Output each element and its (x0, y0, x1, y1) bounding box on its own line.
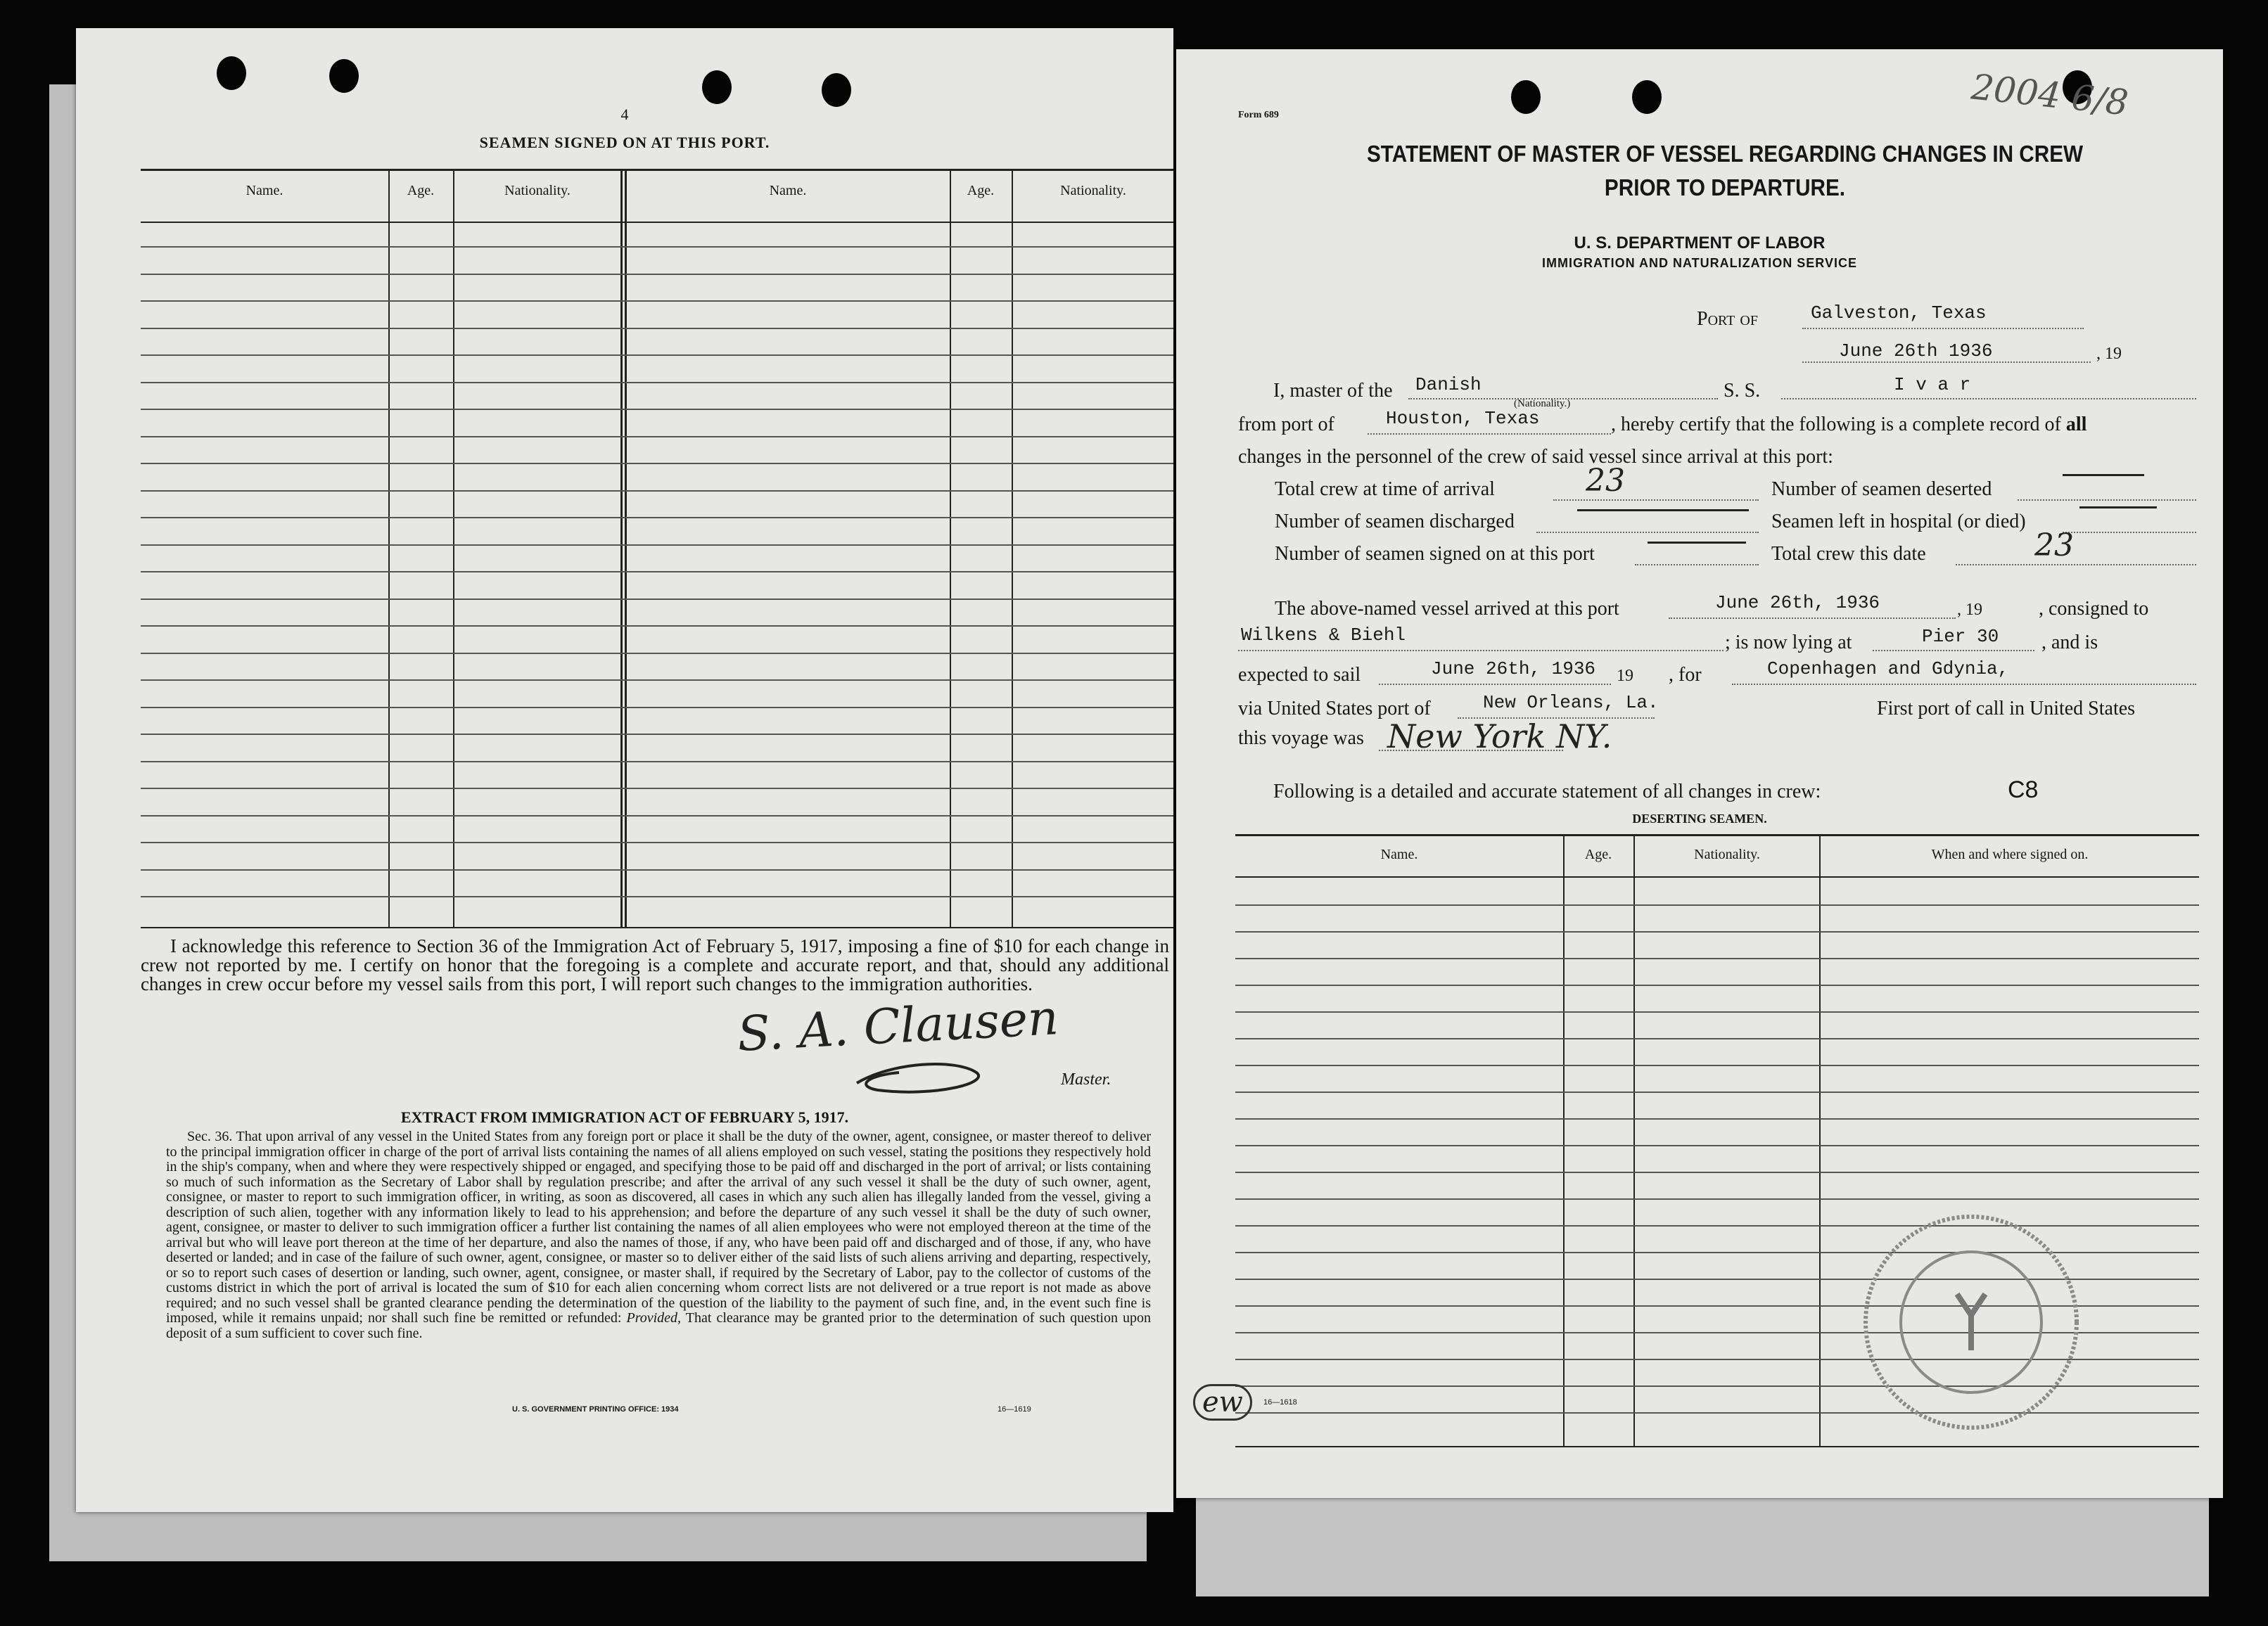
signature-flourish (850, 1055, 1005, 1104)
table-row (141, 896, 1173, 897)
ss-label: S. S. (1724, 380, 1761, 402)
table-row (141, 409, 1173, 410)
and-is-label: , and is (2041, 632, 2098, 653)
port-label: Port of (1697, 308, 1758, 330)
table-row (141, 788, 1173, 789)
column-header: Name. (769, 183, 807, 198)
pier-value: Pier 30 (1922, 626, 1999, 647)
total-date-value: 23 (2034, 527, 2074, 563)
nationality-value: Danish (1415, 374, 1482, 395)
arrived-value: June 26th, 1936 (1715, 592, 1880, 613)
table-title: SEAMEN SIGNED ON AT THIS PORT. (479, 134, 770, 151)
table-row (1235, 1118, 2199, 1120)
table-row (1235, 985, 2199, 986)
department-name: U. S. DEPARTMENT OF LABOR (1574, 233, 1826, 252)
table-row (1235, 1038, 2199, 1039)
table-row (141, 436, 1173, 437)
column-header: Nationality. (1060, 183, 1126, 198)
seamen-signed-table (141, 169, 1173, 928)
first-call-value: New York NY. (1387, 717, 1612, 755)
total-arrival-value: 23 (1586, 463, 1625, 499)
punch-hole (217, 56, 246, 90)
page-number: 4 (620, 105, 629, 123)
nationality-caption: (Nationality.) (1514, 398, 1571, 409)
immigration-stamp (1852, 1203, 2091, 1442)
arrived-label: The above-named vessel arrived at this port (1275, 598, 1619, 620)
column-header: Name. (1380, 847, 1418, 862)
form-number: Form 689 (1238, 110, 1279, 120)
destination-value: Copenhagen and Gdynia, (1767, 658, 2009, 679)
total-date-label: Total crew this date (1771, 543, 1926, 565)
column-header: Name. (246, 183, 284, 198)
for-label: , for (1669, 664, 1702, 686)
table-row (1235, 1092, 2199, 1093)
table-row (141, 625, 1173, 627)
table-row (1235, 1065, 2199, 1066)
table-row (141, 517, 1173, 518)
service-name: IMMIGRATION AND NATURALIZATION SERVICE (1542, 256, 1857, 270)
table-row (1235, 1145, 2199, 1146)
expected-sail-label: expected to sail (1238, 664, 1361, 686)
table-row (141, 246, 1173, 248)
table-row (141, 544, 1173, 546)
extract-proviso: Provided, (626, 1310, 682, 1326)
consignee-value: Wilkens & Biehl (1241, 625, 1406, 646)
table-row (1235, 904, 2199, 906)
table-row (141, 490, 1173, 492)
from-port-label: from port of (1238, 414, 1334, 435)
footer-code: 16—1618 (1263, 1398, 1297, 1407)
form-title-line1: STATEMENT OF MASTER OF VESSEL REGARDING CHANGES IN CREW (1366, 141, 2084, 167)
master-label: Master. (1061, 1070, 1111, 1089)
table-row (141, 598, 1173, 600)
printer-code: 16—1619 (998, 1405, 1031, 1414)
port-value: Galveston, Texas (1811, 302, 1987, 324)
table-row (1235, 1011, 2199, 1013)
extract-tail: That clearance may be granted prior to the determination of such question upon deposit of a sum sufficient to cover such fine. (166, 1310, 1152, 1341)
date-suffix: , 19 (2096, 345, 2122, 363)
punch-hole (1511, 80, 1541, 114)
date-value: June 26th 1936 (1839, 340, 1993, 361)
table-row (141, 707, 1173, 708)
table-row (141, 571, 1173, 572)
lying-at-label: ; is now lying at (1725, 632, 1852, 653)
table-row (141, 354, 1173, 356)
voyage-label: this voyage was (1238, 727, 1364, 749)
table-row (141, 328, 1173, 329)
column-header: Age. (1584, 847, 1612, 862)
extract-text (166, 1129, 1151, 1341)
table-row (141, 679, 1173, 681)
consigned-label: , consigned to (2039, 598, 2149, 620)
first-call-label: First port of call in United States (1877, 698, 2136, 719)
column-header: Age. (967, 183, 995, 198)
column-header: When and where signed on. (1931, 847, 2089, 862)
column-header: Nationality. (1694, 847, 1760, 862)
extract-body: That upon arrival of any vessel in the United States from any foreign port or place it shall be the duty of the owner, agent, consignee, or master thereof to deliver to the principal immigration officer in charge of the port of arrival lists containing the names of all aliens employed on such vessel, stating the positions they respectively hold in the ship's company, when and where they were respectively shipped or engaged, and specifying those to be paid off and discharged in the port of arrival; or lists containing so much of such information as the Secretary of Labor shall by regulation prescribe; and after the arrival of any such vessel it shall be the duty of such owner, agent, consignee, or master to report to such immigration officer, in writing, as soon as discovered, all cases in which any such alien has illegally landed from the vessel, giving a description of such alien, together with any information likely to lead to his apprehension; and before the departure of any such vessel it shall be the duty of such owner, agent, consignee, or master to deliver to such immigration officer a further list containing the names of all alien employees who were not employed thereon at the time of the arrival but who will leave port thereon at the time of her departure, and also the names of those, if any, who have been paid off and discharged and of those, if any, who have deserted or landed; and in case of the failure of such owner, agent, consignee, or master so to deliver either of the said lists of such aliens arriving and departing, respectively, or so to report such cases of desertion or landing, such owner, agent, consignee, or master shall, if required by the Secretary of Labor, pay to the collector of customs of the customs district in which the port of arrival is located the sum of $10 for each alien concerning whom correct lists are not delivered or a true report is not made as above required; and no such vessel shall be granted clearance pending the determination of the question of the liability to the payment of such fine, and, in the event such fine is imposed, while it remains unpaid; nor shall such fine be remitted or refunded: (166, 1129, 1152, 1326)
master-signature: S. A. Clausen (736, 990, 1060, 1063)
table-row (141, 300, 1173, 302)
master-of-label: I, master of the (1273, 380, 1393, 402)
table-row (141, 761, 1173, 762)
table-row (1235, 958, 2199, 959)
table-row (141, 734, 1173, 735)
footer-initials: ew (1193, 1384, 1252, 1421)
column-header: Age. (407, 183, 435, 198)
from-port-value: Houston, Texas (1386, 408, 1540, 429)
table-row (1235, 1198, 2199, 1200)
vessel-name-value: I v a r (1894, 374, 1971, 395)
changes-text: changes in the personnel of the crew of said vessel since arrival at this port: (1238, 446, 1833, 468)
table-row (141, 815, 1173, 817)
arrived-suffix: , 19 (1957, 601, 1982, 619)
discharged-label: Number of seamen discharged (1275, 511, 1515, 532)
hospital-dash (2079, 506, 2157, 508)
column-header: Nationality. (504, 183, 571, 198)
sail-date-value: June 26th, 1936 (1431, 658, 1596, 679)
punch-hole (702, 70, 732, 104)
printer-line: U. S. GOVERNMENT PRINTING OFFICE: 1934 (512, 1405, 679, 1414)
punch-hole (1632, 80, 1662, 114)
table-row (141, 382, 1173, 383)
certify-text: , hereby certify that the following is a complete record of all (1611, 414, 2087, 435)
discharged-dash (1577, 509, 1749, 511)
table-row (141, 463, 1173, 464)
signed-on-label: Number of seamen signed on at this port (1275, 543, 1595, 565)
table-row (1235, 1172, 2199, 1173)
form-title-line2: PRIOR TO DEPARTURE. (1604, 174, 1846, 200)
punch-hole (822, 73, 851, 107)
hospital-label: Seamen left in hospital (or died) (1771, 511, 2026, 532)
table-row (141, 842, 1173, 843)
stamp-code: C8 (2008, 776, 2039, 803)
via-port-value: New Orleans, La. (1483, 692, 1659, 713)
total-arrival-label: Total crew at time of arrival (1275, 478, 1495, 500)
deserting-title: DESERTING SEAMEN. (1632, 812, 1767, 826)
punch-hole (329, 59, 359, 93)
signed-on-dash (1648, 542, 1746, 544)
right-page (1176, 49, 2223, 1498)
deserted-dash (2063, 474, 2144, 476)
sail-year-label: 19 (1617, 667, 1633, 685)
table-row (141, 274, 1173, 275)
extract-lead: Sec. 36. (187, 1129, 233, 1144)
acknowledgement-text: I acknowledge this reference to Section 36 of the Immigration Act of February 5, 1917, imposing a fine of $10 for each change in crew not reported by me. I certify on honor that the foregoing is a complete and accurate report, and that, should any additional changes in crew occur before my vessel sails from this port, I will report such changes to the immigration authorities. (141, 935, 1169, 994)
handwritten-file-number: 2004 6/8 (1969, 66, 2131, 124)
deserted-label: Number of seamen deserted (1771, 478, 1992, 500)
table-row (141, 869, 1173, 871)
table-row (141, 653, 1173, 654)
via-port-label: via United States port of (1238, 698, 1431, 719)
following-text: Following is a detailed and accurate statement of all changes in crew: (1273, 781, 1821, 802)
left-page (76, 28, 1173, 1512)
extract-title: EXTRACT FROM IMMIGRATION ACT OF FEBRUARY 5, 1917. (400, 1108, 849, 1126)
table-row (1235, 931, 2199, 933)
